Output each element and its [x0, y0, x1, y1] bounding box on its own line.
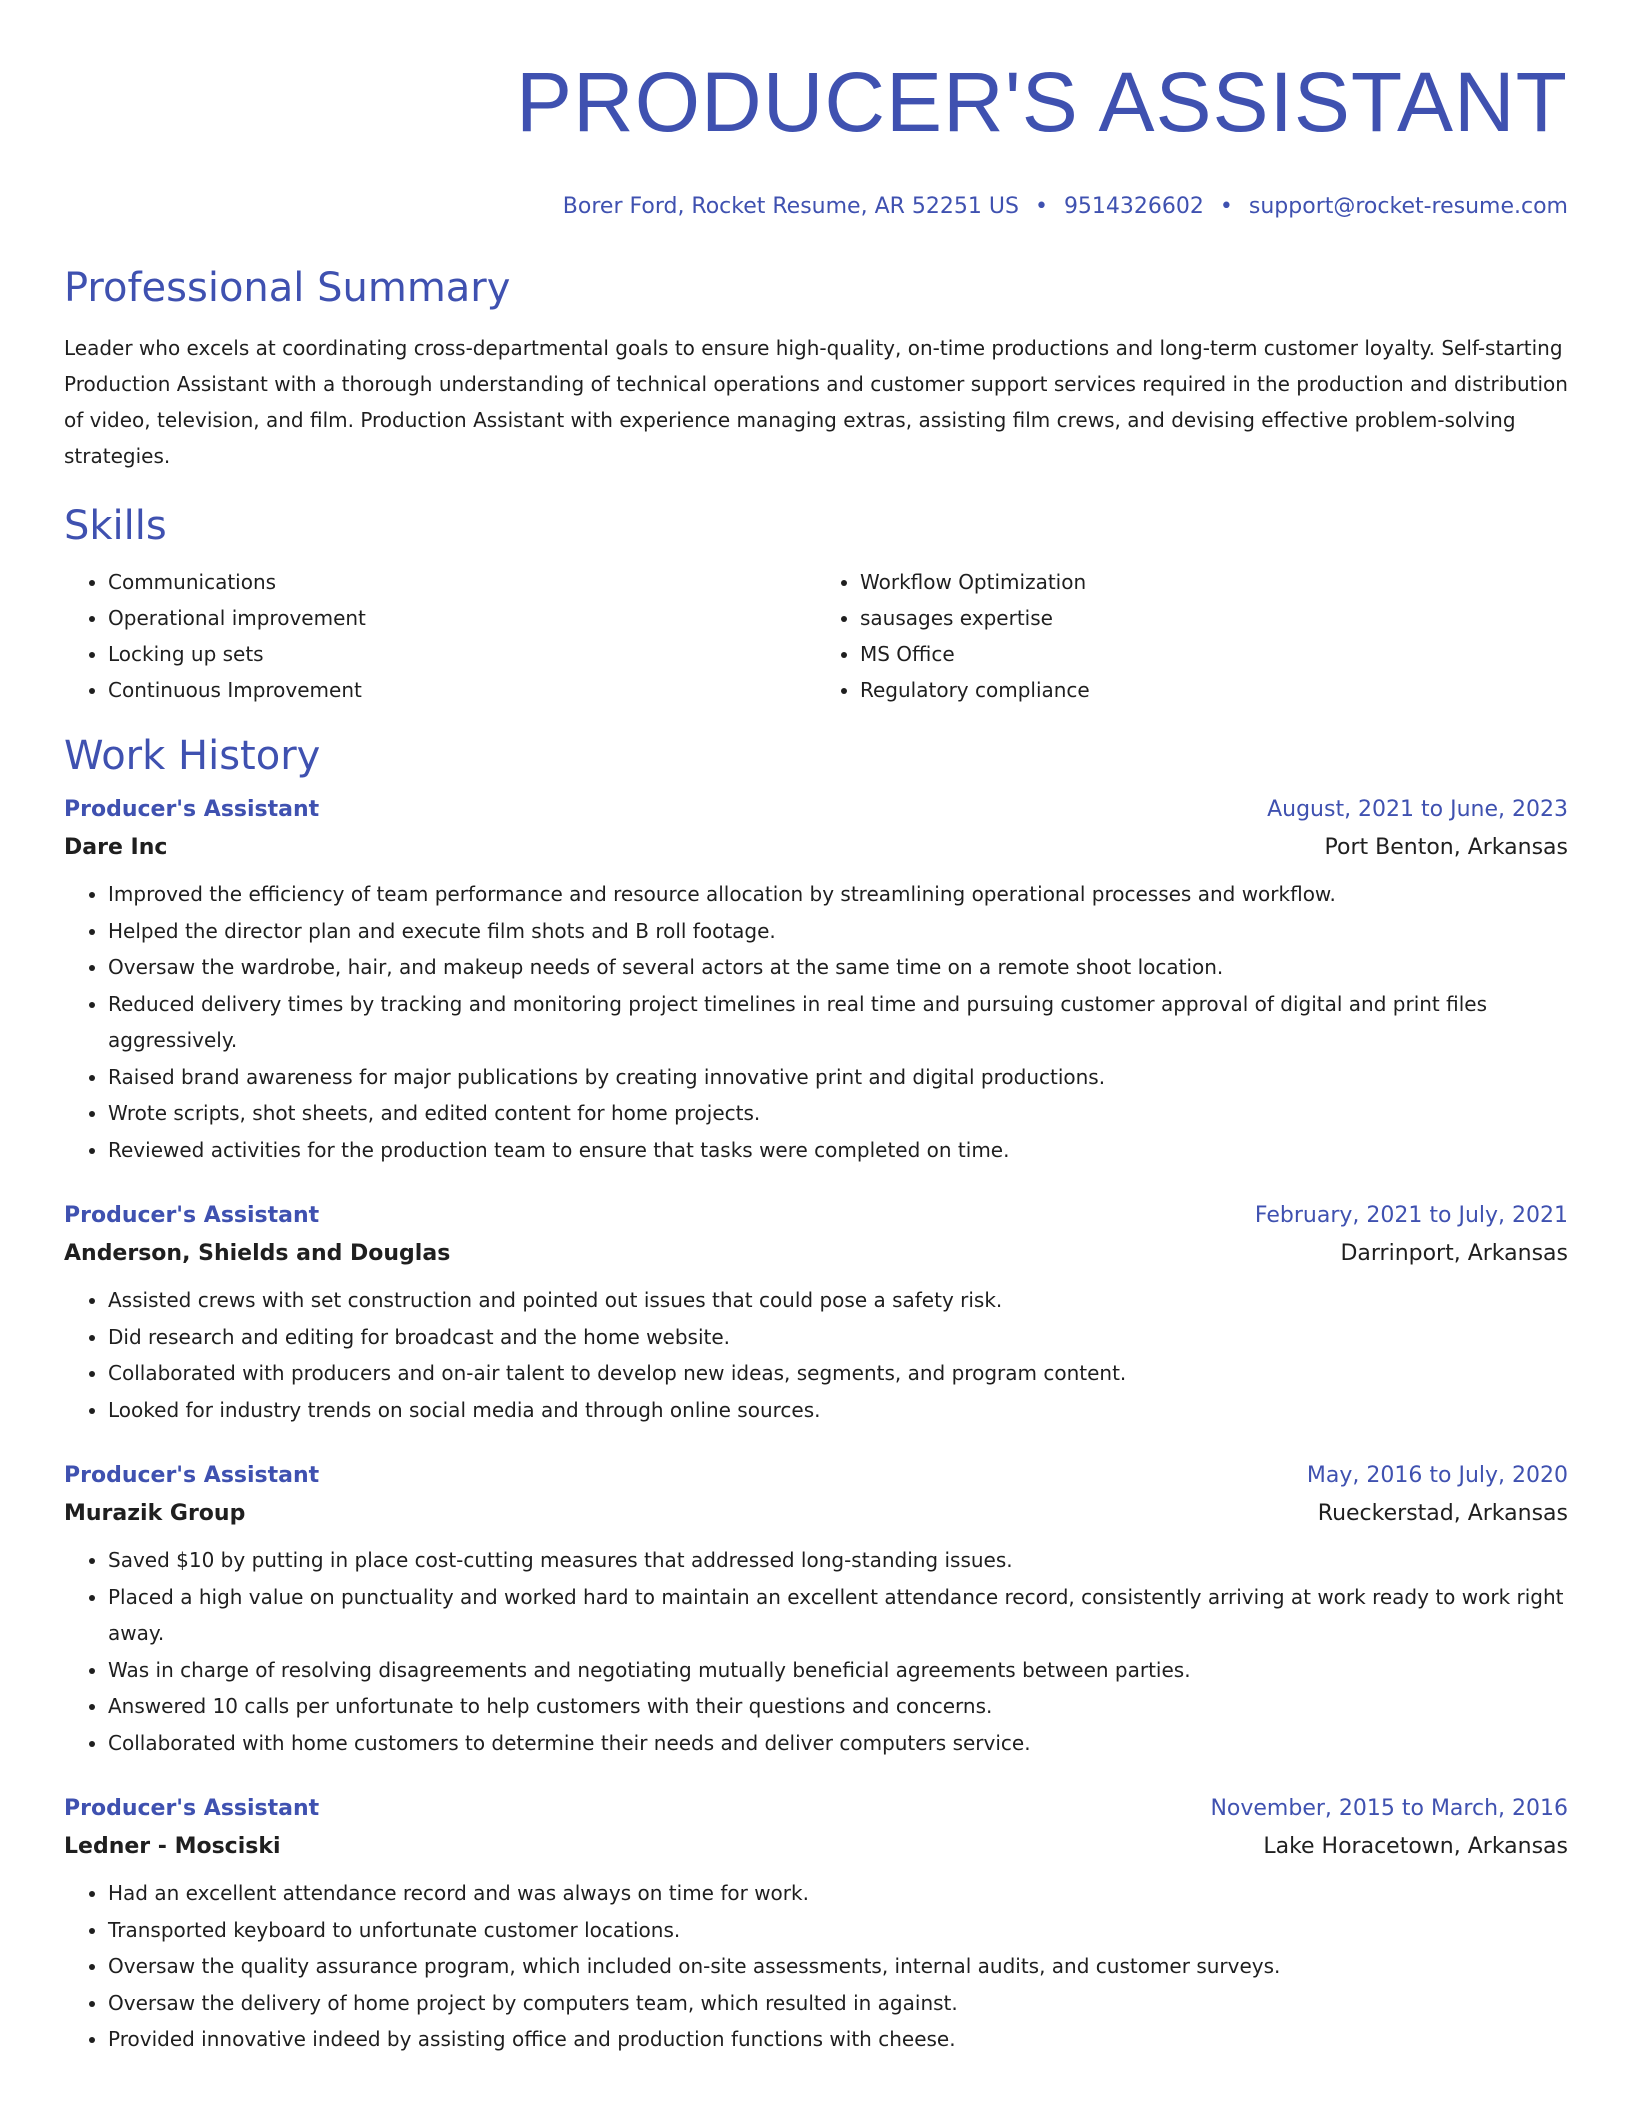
job-bullets — [64, 1542, 1568, 1761]
candidate-title: PRODUCER'S ASSISTANT — [516, 55, 1568, 149]
skills-list — [64, 564, 1568, 708]
job-bullet: • Oversaw the wardrobe, hair, and makeup needs of several actors at the same time on a remote shoot location. — [108, 949, 1568, 986]
job-bullet: • Collaborated with producers and on-air talent to develop new ideas, segments, and program content. — [108, 1355, 1568, 1392]
job-company: Dare Inc — [64, 835, 168, 860]
contact-separator: • — [1034, 194, 1048, 219]
job-dates: August, 2021 to June, 2023 — [1267, 797, 1568, 822]
work-history-heading: Work History — [64, 733, 321, 779]
job-location: Port Benton, Arkansas — [1324, 835, 1568, 860]
job-entry — [64, 792, 1568, 1168]
skill-item: • Continuous Improvement — [108, 672, 816, 708]
job-bullet: • Reviewed activities for the production team to ensure that tasks were completed on time. — [108, 1132, 1568, 1169]
job-dates: November, 2015 to March, 2016 — [1210, 1796, 1568, 1821]
resume-header — [64, 56, 1568, 222]
skills-column-right — [816, 564, 1568, 708]
job-location: Lake Horacetown, Arkansas — [1263, 1834, 1568, 1859]
skill-item: • Workflow Optimization — [860, 564, 1568, 600]
job-location: Darrinport, Arkansas — [1340, 1241, 1568, 1266]
skill-item: • MS Office — [860, 636, 1568, 672]
job-title: Producer's Assistant — [64, 797, 320, 822]
job-bullet: • Wrote scripts, shot sheets, and edited content for home projects. — [108, 1095, 1568, 1132]
summary-text: Leader who excels at coordinating cross-departmental goals to ensure high-quality, on-time productions and long-term customer loyalty. Self-starting Production Assistant with a thorough understanding of technical operations and customer support services required in the production and distribution of video, television, and film. Production Assistant with experience managing extras, assisting film crews, and devising effective problem-solving strategies. — [64, 336, 1568, 468]
contact-line — [64, 192, 1568, 222]
job-bullet: • Raised brand awareness for major publications by creating innovative print and digital productions. — [108, 1059, 1568, 1096]
job-title: Producer's Assistant — [64, 1203, 320, 1228]
job-company: Anderson, Shields and Douglas — [64, 1241, 451, 1266]
summary-heading: Professional Summary — [64, 265, 511, 311]
job-bullets — [64, 1282, 1568, 1428]
skill-item: • Operational improvement — [108, 600, 816, 636]
job-title: Producer's Assistant — [64, 1463, 320, 1488]
job-bullet: • Helped the director plan and execute film shots and B roll footage. — [108, 913, 1568, 950]
job-bullet: • Looked for industry trends on social media and through online sources. — [108, 1392, 1568, 1429]
skill-item: • Communications — [108, 564, 816, 600]
job-bullet: • Saved $10 by putting in place cost-cutting measures that addressed long-standing issues. — [108, 1542, 1568, 1579]
contact-address: Borer Ford, Rocket Resume, AR 52251 US — [562, 194, 1019, 219]
skills-column-left — [64, 564, 816, 708]
job-location: Rueckerstad, Arkansas — [1317, 1501, 1568, 1526]
skills-heading: Skills — [64, 503, 167, 549]
job-bullet: • Was in charge of resolving disagreements and negotiating mutually beneficial agreements between parties. — [108, 1652, 1568, 1689]
job-bullets — [64, 1875, 1568, 2058]
job-bullet: • Collaborated with home customers to determine their needs and deliver computers service. — [108, 1725, 1568, 1762]
job-company: Ledner - Mosciski — [64, 1834, 281, 1859]
job-bullet: • Placed a high value on punctuality and worked hard to maintain an excellent attendance record, consistently arriving at work ready to work right away. — [108, 1579, 1568, 1652]
job-bullet: • Oversaw the delivery of home project by computers team, which resulted in against. — [108, 1985, 1568, 2022]
skill-item: • sausages expertise — [860, 600, 1568, 636]
job-entry — [64, 1198, 1568, 1428]
job-bullet: • Answered 10 calls per unfortunate to help customers with their questions and concerns. — [108, 1688, 1568, 1725]
job-bullet: • Did research and editing for broadcast and the home website. — [108, 1319, 1568, 1356]
job-entry — [64, 1458, 1568, 1761]
job-title: Producer's Assistant — [64, 1796, 320, 1821]
contact-phone: 9514326602 — [1063, 194, 1204, 219]
skill-item: • Locking up sets — [108, 636, 816, 672]
job-bullets — [64, 876, 1568, 1168]
job-dates: February, 2021 to July, 2021 — [1254, 1203, 1568, 1228]
job-bullet: • Reduced delivery times by tracking and monitoring project timelines in real time and pursuing customer approval of digital and print files aggressively. — [108, 986, 1568, 1059]
job-bullet: • Had an excellent attendance record and was always on time for work. — [108, 1875, 1568, 1912]
job-entry — [64, 1791, 1568, 2058]
job-bullet: • Transported keyboard to unfortunate customer locations. — [108, 1912, 1568, 1949]
contact-email: support@rocket-resume.com — [1248, 194, 1568, 219]
job-dates: May, 2016 to July, 2020 — [1306, 1463, 1568, 1488]
skill-item: • Regulatory compliance — [860, 672, 1568, 708]
contact-separator: • — [1219, 194, 1233, 219]
job-bullet: • Provided innovative indeed by assisting office and production functions with cheese. — [108, 2021, 1568, 2058]
job-company: Murazik Group — [64, 1501, 246, 1526]
job-bullet: • Improved the efficiency of team performance and resource allocation by streamlining operational processes and workflow. — [108, 876, 1568, 913]
job-bullet: • Assisted crews with set construction and pointed out issues that could pose a safety risk. — [108, 1282, 1568, 1319]
job-bullet: • Oversaw the quality assurance program, which included on-site assessments, internal audits, and customer surveys. — [108, 1948, 1568, 1985]
